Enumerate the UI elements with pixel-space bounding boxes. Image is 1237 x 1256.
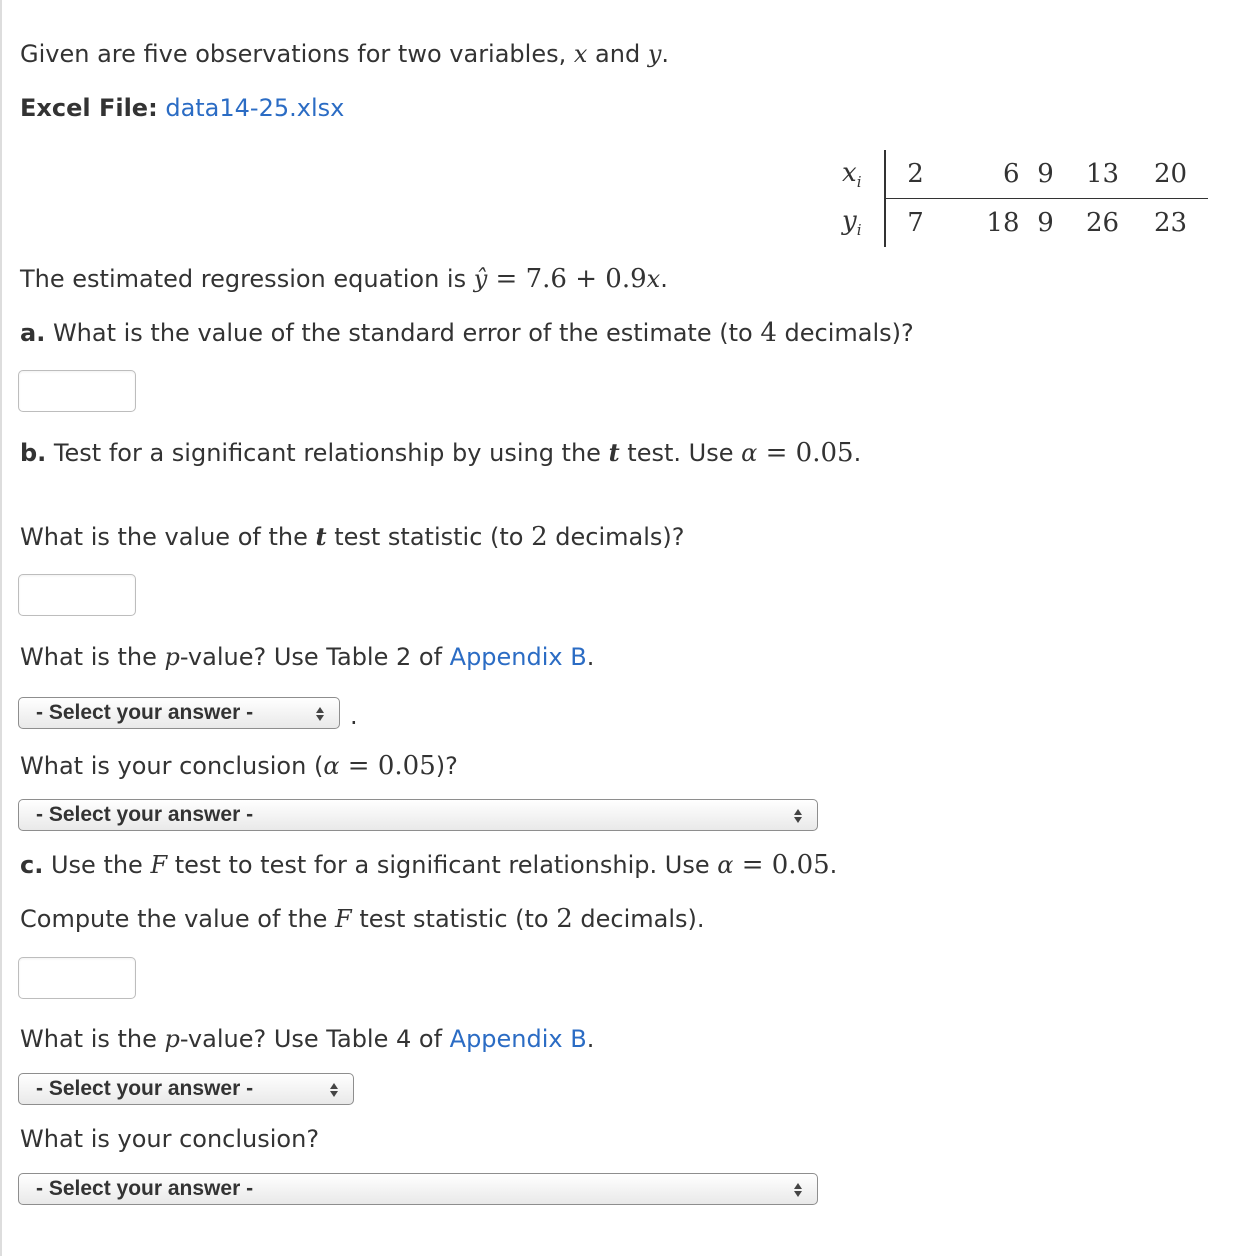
f-stat-input[interactable] xyxy=(18,957,136,999)
f-stat-question: Compute the value of the F test statistic (to 2 decimals). xyxy=(20,904,705,934)
y-value: 18 xyxy=(986,208,1020,238)
slope: 0.9 xyxy=(605,264,647,294)
select-arrows-icon xyxy=(329,1082,339,1098)
p-value-t-select[interactable]: - Select your answer - xyxy=(18,697,340,729)
intro-text-before: Given are five observations for two variables, xyxy=(20,40,574,68)
x-row-label: $x_i$ xyxy=(842,150,885,199)
y-value: 23 xyxy=(1153,208,1188,238)
x-value: 9 xyxy=(1020,150,1072,199)
x-value: 13 xyxy=(1072,150,1134,199)
var-x: x xyxy=(573,40,588,68)
p-value-f-question: What is the p-value? Use Table 4 of Appendix B. xyxy=(20,1025,595,1053)
x-value: 2 xyxy=(885,150,946,199)
t-stat-question: What is the value of the t test statistic (to 2 decimals)? xyxy=(20,522,685,552)
intercept: 7.6 xyxy=(525,264,567,294)
p-value-t-question: What is the p-value? Use Table 2 of Appendix B. xyxy=(20,643,595,671)
y-row xyxy=(842,199,1208,248)
std-error-input[interactable] xyxy=(18,370,136,412)
excel-file-link[interactable]: data14-25.xlsx xyxy=(165,94,345,122)
part-b-label: b. xyxy=(20,439,47,467)
intro-end: . xyxy=(661,40,670,68)
var-y: y xyxy=(647,40,662,68)
part-c-question: c. Use the F test to test for a significant relationship. Use α = 0.05. xyxy=(20,850,838,880)
data-table xyxy=(842,150,1208,247)
p-value-f-select[interactable]: - Select your answer - xyxy=(18,1073,354,1105)
y-row-label: $y_i$ xyxy=(842,199,885,248)
yhat: ŷ xyxy=(473,265,488,293)
intro-and: and xyxy=(587,40,648,68)
conclusion-t-select[interactable]: - Select your answer - xyxy=(18,799,818,831)
intro-text xyxy=(20,42,669,66)
period: . xyxy=(350,702,358,730)
excel-file-label: Excel File: xyxy=(20,94,158,122)
part-b-question: b. Test for a significant relationship by using the t test. Use α = 0.05. xyxy=(20,438,862,468)
part-c-label: c. xyxy=(20,851,44,879)
select-arrows-icon xyxy=(315,706,325,722)
regression-text: The estimated regression equation is xyxy=(20,265,474,293)
y-value: 26 xyxy=(1085,208,1120,238)
y-value: 9 xyxy=(1037,208,1054,238)
x-value: 6 xyxy=(946,150,1020,199)
conclusion-t-question: What is your conclusion (α = 0.05)? xyxy=(20,751,458,781)
x-value: 20 xyxy=(1134,150,1208,199)
select-arrows-icon xyxy=(793,808,803,824)
conclusion-f-question: What is your conclusion? xyxy=(20,1125,320,1153)
appendix-b-link[interactable]: Appendix B xyxy=(449,643,587,671)
y-value: 7 xyxy=(907,208,924,238)
appendix-b-link[interactable]: Appendix B xyxy=(449,1025,587,1053)
excel-file-line xyxy=(20,96,344,120)
t-stat-input[interactable] xyxy=(18,574,136,616)
x-row xyxy=(842,150,1208,199)
part-a-label: a. xyxy=(20,319,46,347)
select-arrows-icon xyxy=(793,1182,803,1198)
regression-equation: The estimated regression equation is ŷ = 7.6 + 0.9x. xyxy=(20,264,668,294)
conclusion-f-select[interactable]: - Select your answer - xyxy=(18,1173,818,1205)
part-a-question: a. What is the value of the standard error of the estimate (to 4 decimals)? xyxy=(20,318,914,348)
